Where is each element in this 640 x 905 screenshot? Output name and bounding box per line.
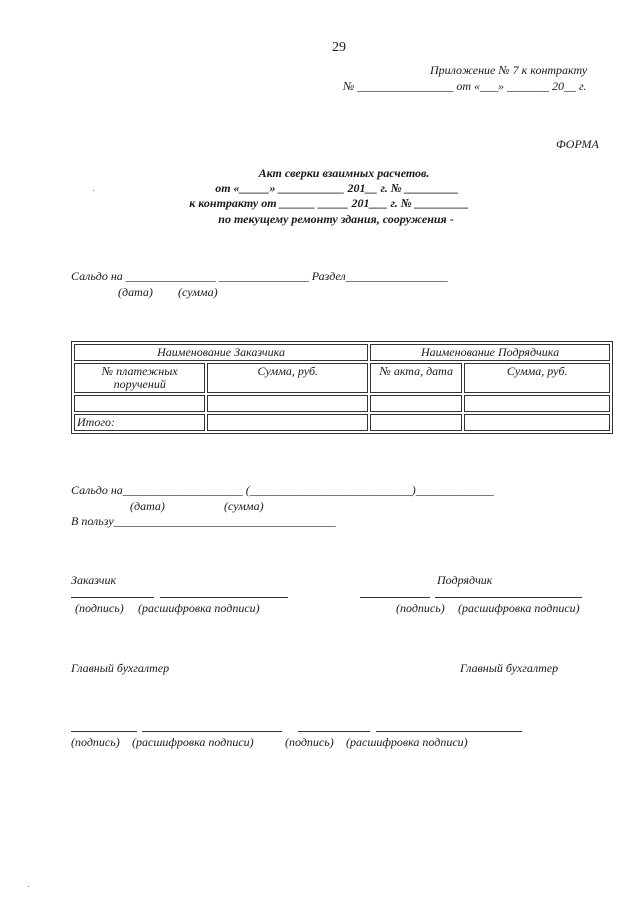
saldo-top-line: Сальдо на _______________ _______________ Раздел_________________ [71,269,448,283]
contractor-label: Подрядчик [437,573,493,587]
table-cell [74,395,205,412]
accountant-left-sign-line [71,731,137,732]
contractor-decode-caption: (расшифровка подписи) [458,601,580,615]
customer-sign-line [71,597,154,598]
accountant-right-decode-caption: (расшифровка подписи) [346,735,468,749]
table-cell [464,414,610,431]
saldo-top-sum-caption: (сумма) [178,285,218,299]
contractor-header: Наименование Подрядчика [370,344,610,361]
column-act-number: № акта, дата [370,363,462,393]
page-number: 29 [332,40,346,55]
accountant-left-decode-caption: (расшифровка подписи) [132,735,254,749]
accountant-right-sign-line [298,731,370,732]
table-subheader-row [74,363,610,393]
accountant-right-decode-line [376,731,522,732]
form-label: ФОРМА [556,137,599,151]
contractor-sign-caption: (подпись) [396,601,445,615]
table-cell [464,395,610,412]
table-cell [370,414,462,431]
table-cell [370,395,462,412]
act-date-line: от «_____» ___________ 201__ г. № _________ [215,181,459,195]
column-contractor-sum: Сумма, руб. [464,363,610,393]
accountant-right-label: Главный бухгалтер [460,661,559,675]
accountant-right-sign-caption: (подпись) [285,735,334,749]
act-title: Акт сверки взаимных расчетов. [258,166,430,180]
settlement-table [71,341,613,434]
scan-speck [28,886,29,887]
customer-label: Заказчик [71,573,117,587]
total-label: Итого: [74,414,205,431]
customer-decode-caption: (расшифровка подписи) [138,601,260,615]
saldo-bottom-line: Сальдо на____________________ (___________________________)_____________ [71,483,494,497]
table-header-row [74,344,610,361]
column-customer-sum: Сумма, руб. [207,363,368,393]
appendix-line-1: Приложение № 7 к контракту [430,63,588,77]
saldo-top-date-caption: (дата) [118,285,153,299]
customer-decode-line [160,597,288,598]
appendix-line-2: № ________________ от «___» _______ 20__ г. [343,79,587,93]
customer-sign-caption: (подпись) [75,601,124,615]
table-cell [207,414,368,431]
scan-speck [93,190,94,191]
table-total-row [74,414,610,431]
work-subject: по текущему ремонту здания, сооружения - [218,212,454,226]
accountant-left-label: Главный бухгалтер [71,661,170,675]
saldo-bottom-sum-caption: (сумма) [224,499,264,513]
accountant-left-sign-caption: (подпись) [71,735,120,749]
contract-line: к контракту от ______ _____ 201___ г. № _________ [189,196,469,210]
in-favor-line: В пользу_____________________________________ [71,514,336,528]
table-row [74,395,610,412]
contractor-sign-line [360,597,430,598]
contractor-decode-line [435,597,582,598]
customer-header: Наименование Заказчика [74,344,368,361]
table-cell [207,395,368,412]
accountant-left-decode-line [142,731,282,732]
column-payment-orders: № платежных поручений [74,363,205,393]
saldo-bottom-date-caption: (дата) [130,499,165,513]
